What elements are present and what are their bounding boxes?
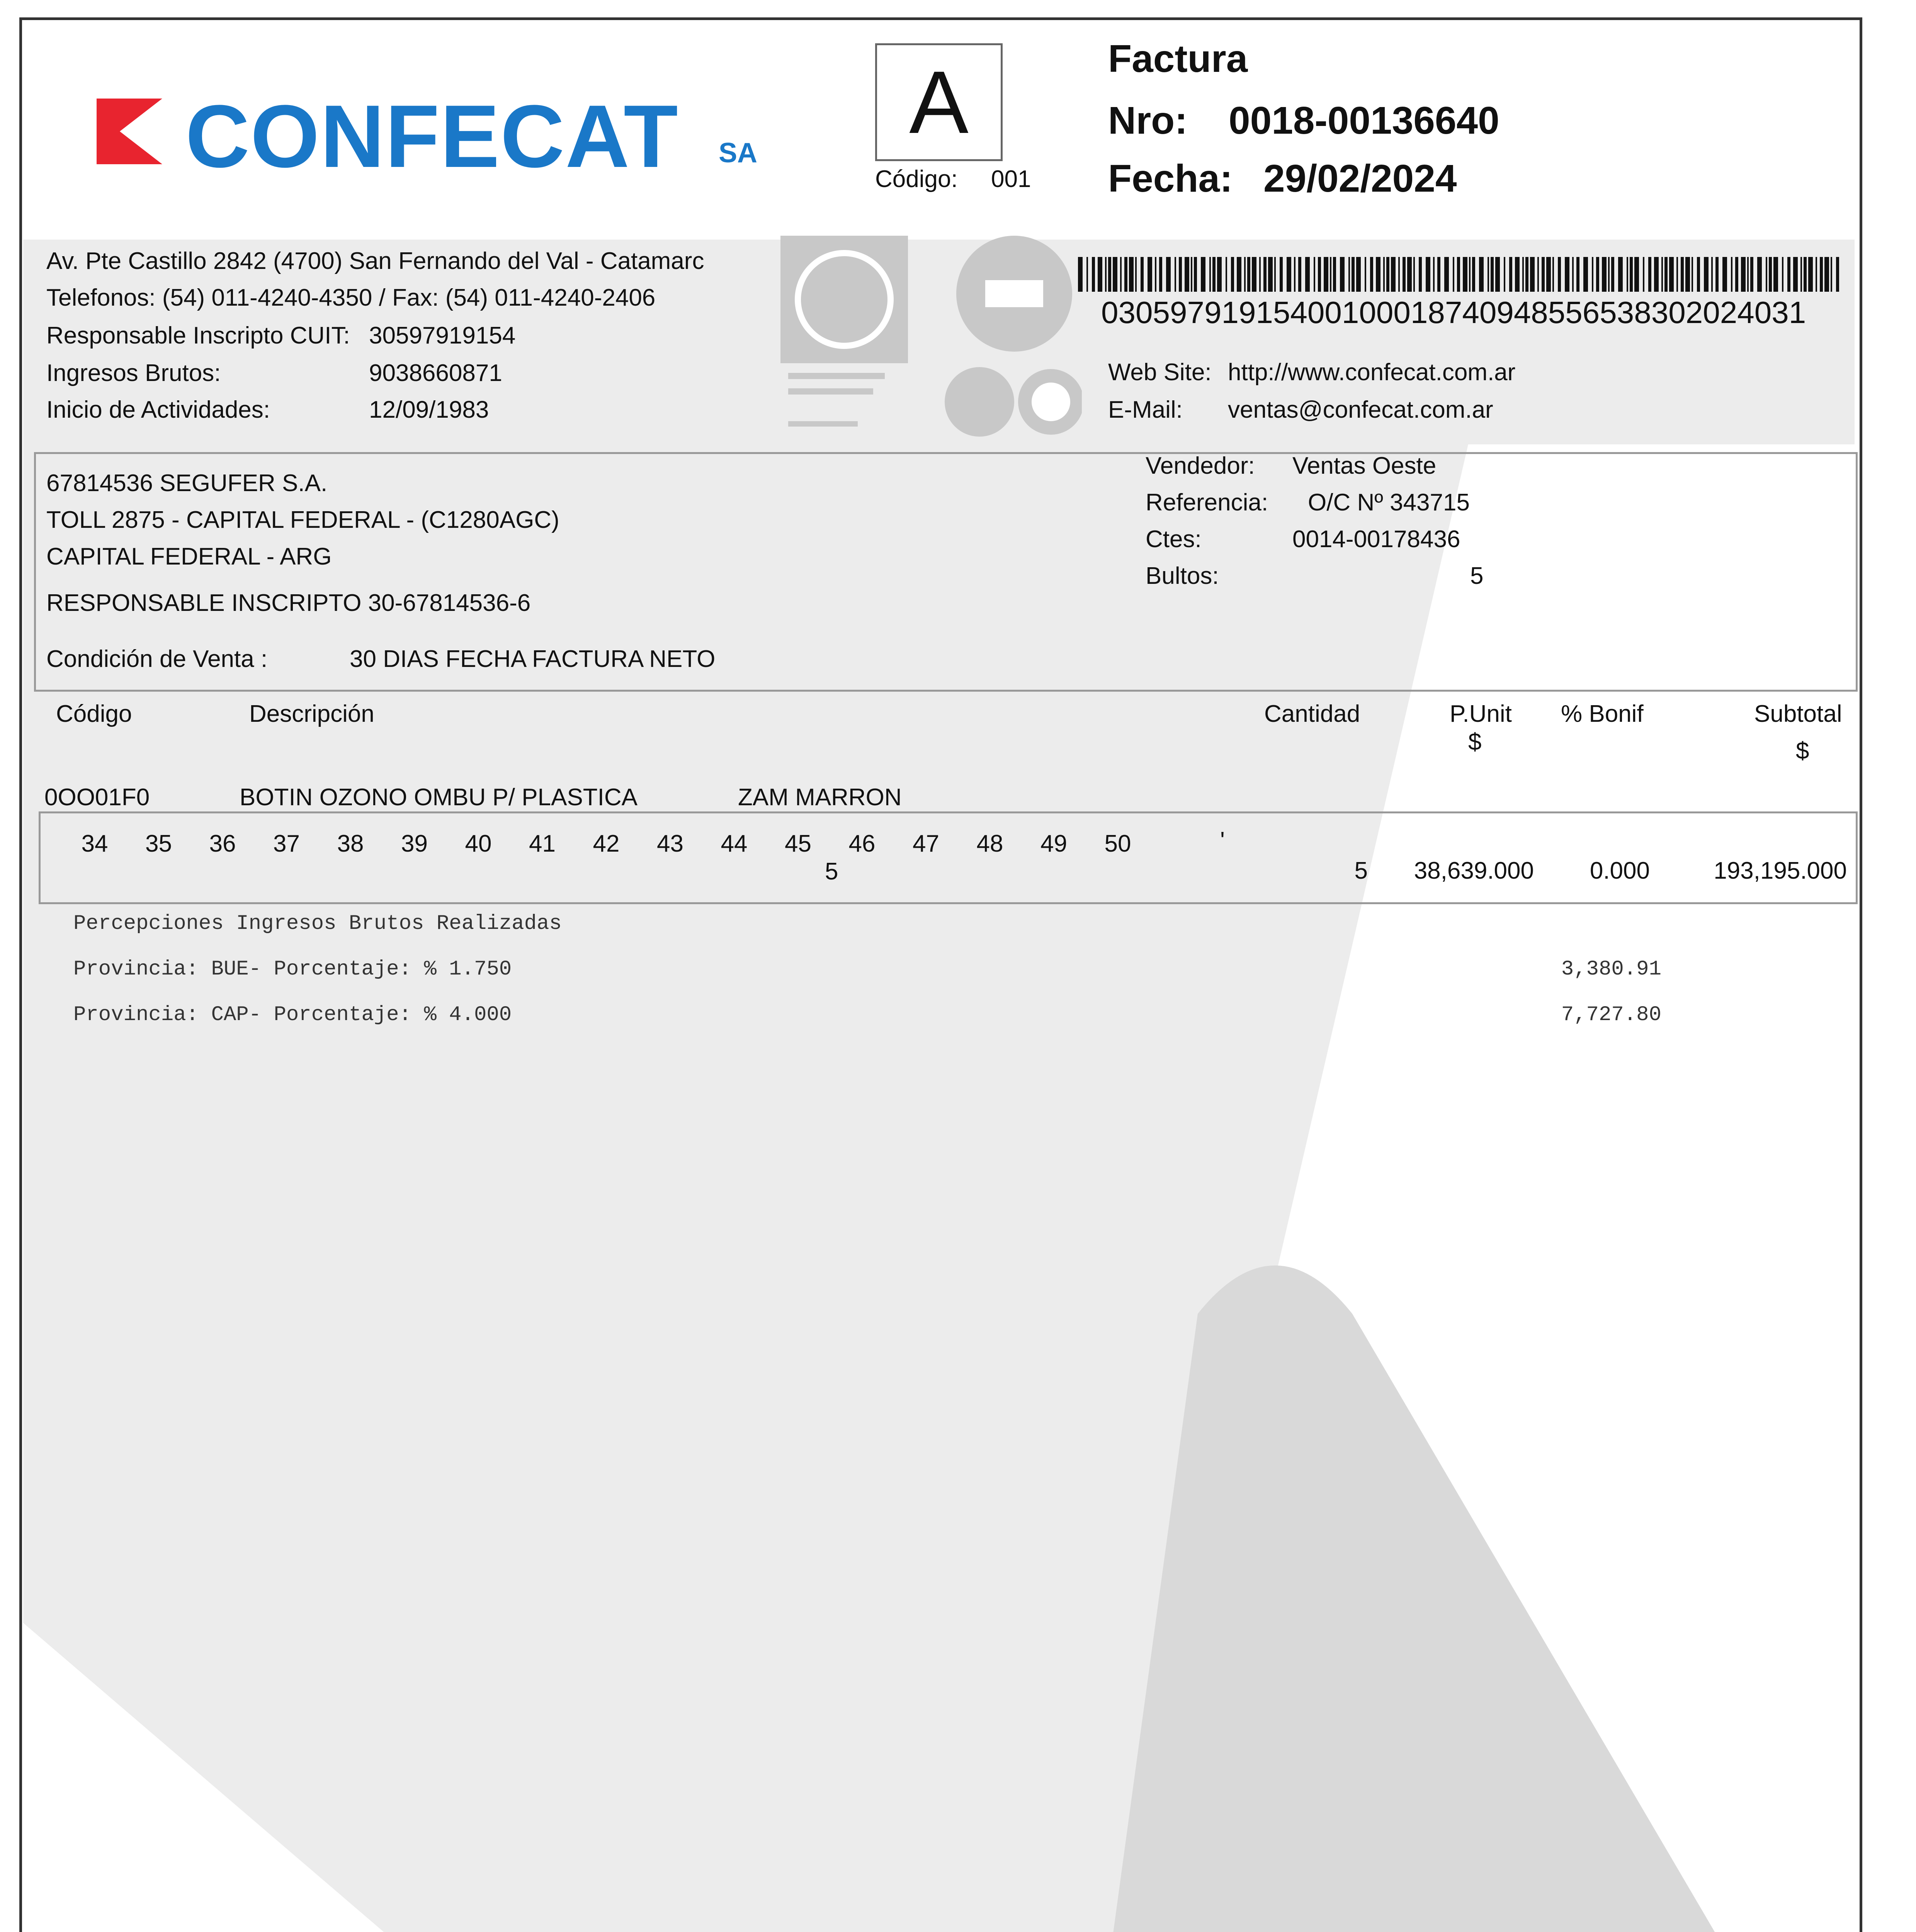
codigo-label: Código: [875, 166, 958, 192]
percepciones-title: Percepciones Ingresos Brutos Realizadas [73, 912, 562, 935]
vendedor-label: Vendedor: [1146, 452, 1255, 479]
cuit-label: Responsable Inscripto CUIT: [46, 322, 350, 349]
logo-suffix: SA [719, 138, 758, 168]
size-47: 47 [913, 830, 939, 857]
condicion-value: 30 DIAS FECHA FACTURA NETO [350, 646, 716, 672]
size-row [0, 830, 1275, 861]
col-header-codigo: Código [56, 701, 132, 727]
email-link[interactable]: ventas@confecat.com.ar [1228, 396, 1493, 423]
referencia-value: O/C Nº 343715 [1308, 489, 1470, 516]
fecha-value: 29/02/2024 [1263, 157, 1457, 200]
size-40: 40 [465, 830, 492, 857]
col-header-punit-currency: $ [1468, 729, 1482, 755]
web-label: Web Site: [1108, 359, 1212, 386]
size-35: 35 [145, 830, 172, 857]
size-36: 36 [209, 830, 236, 857]
size-50: 50 [1104, 830, 1131, 857]
size-41: 41 [529, 830, 556, 857]
fecha-label: Fecha: [1108, 157, 1233, 200]
issuer-phones: Telefonos: (54) 011-4240-4350 / Fax: (54) 011-4240-2406 [46, 284, 656, 311]
ctes-label: Ctes: [1146, 526, 1202, 553]
ib-label: Ingresos Brutos: [46, 360, 221, 386]
size-45: 45 [785, 830, 811, 857]
item-bonif: 0.000 [1590, 857, 1650, 884]
size-tick: ' [1220, 827, 1225, 854]
size-48: 48 [976, 830, 1003, 857]
item-codigo: 0OO01F0 [44, 784, 150, 811]
issuer-address: Av. Pte Castillo 2842 (4700) San Fernando del Val - Catamarc [46, 248, 704, 274]
certification-seal-icon [943, 236, 1082, 452]
doc-type: Factura [1108, 37, 1248, 80]
inicio-label: Inicio de Actividades: [46, 396, 270, 423]
confecat-logo-icon [85, 91, 174, 172]
invoice-letter-box [875, 43, 1003, 161]
item-subtotal: 193,195.000 [1714, 857, 1847, 884]
iram-seal-icon [780, 236, 912, 444]
percepcion-bue-value: 3,380.91 [1561, 957, 1661, 981]
invoice-letter: A [909, 53, 969, 152]
size-46: 46 [848, 830, 876, 857]
logo-text: CONFECAT [185, 87, 679, 186]
bultos-label: Bultos: [1146, 563, 1219, 589]
cuit-value: 30597919154 [369, 322, 516, 349]
size-42: 42 [593, 830, 620, 857]
item-punit: 38,639.000 [1414, 857, 1534, 884]
size-45-qty: 5 [825, 858, 838, 885]
col-header-cantidad: Cantidad [1264, 701, 1360, 727]
size-37: 37 [273, 830, 300, 857]
bultos-value: 5 [1470, 563, 1484, 589]
col-header-punit: P.Unit [1450, 701, 1512, 727]
ctes-value: 0014-00178436 [1292, 526, 1460, 553]
ib-value: 9038660871 [369, 360, 502, 386]
size-43: 43 [657, 830, 683, 857]
size-39: 39 [401, 830, 428, 857]
nro-value: 0018-00136640 [1229, 99, 1499, 142]
size-38: 38 [337, 830, 364, 857]
col-header-descripcion: Descripción [249, 701, 374, 727]
item-color: ZAM MARRON [738, 784, 902, 811]
client-address: TOLL 2875 - CAPITAL FEDERAL - (C1280AGC) [46, 507, 559, 533]
col-header-subtotal-currency: $ [1796, 738, 1809, 764]
client-iva: RESPONSABLE INSCRIPTO 30-67814536-6 [46, 590, 531, 616]
percepcion-bue-label: Provincia: BUE- Porcentaje: % 1.750 [73, 957, 512, 981]
company-logo [85, 85, 758, 186]
item-cantidad: 5 [1354, 857, 1368, 884]
percepcion-cap-label: Provincia: CAP- Porcentaje: % 4.000 [73, 1003, 512, 1027]
percepcion-cap-value: 7,727.80 [1561, 1003, 1661, 1027]
condicion-label: Condición de Venta : [46, 646, 268, 672]
barcode [1078, 257, 1851, 292]
col-header-subtotal: Subtotal [1754, 701, 1842, 727]
client-city: CAPITAL FEDERAL - ARG [46, 543, 332, 570]
web-link[interactable]: http://www.confecat.com.ar [1228, 359, 1516, 386]
codigo-value: 001 [991, 166, 1031, 192]
size-34: 34 [81, 830, 108, 857]
size-44: 44 [721, 830, 748, 857]
client-name: 67814536 SEGUFER S.A. [46, 470, 328, 497]
barcode-number: 03059791915400100018740948556538302024031 [1101, 295, 1806, 330]
referencia-label: Referencia: [1146, 489, 1268, 516]
vendedor-value: Ventas Oeste [1292, 452, 1437, 479]
size-49: 49 [1040, 830, 1067, 857]
col-header-bonif: % Bonif [1561, 701, 1644, 727]
email-label: E-Mail: [1108, 396, 1183, 423]
item-descripcion: BOTIN OZONO OMBU P/ PLASTICA [240, 784, 638, 811]
inicio-value: 12/09/1983 [369, 396, 489, 423]
nro-label: Nro: [1108, 99, 1188, 142]
